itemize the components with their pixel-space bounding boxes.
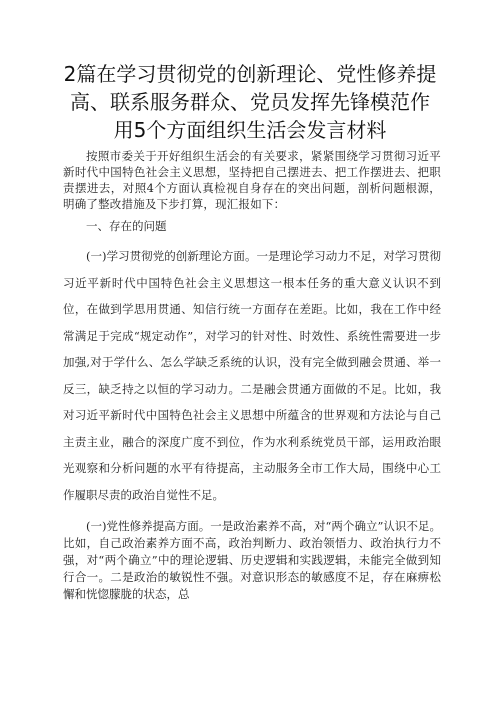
intro-paragraph: 按照市委关于开好组织生活会的有关要求，紧紧围绕学习贯彻习近平新时代中国特色社会主义思想，坚持把自己摆进去、把工作摆进去、把职责摆进去，对照4个方面认真检视自身存在的突出问题，剖析问题根源，明确了整改措施及下步打算，现汇报如下： <box>63 149 441 211</box>
document-title <box>40 60 460 144</box>
paragraph-theory-study: (一)学习贯彻党的创新理论方面。一是理论学习动力不足，对学习贯彻习近平新时代中国特色社会主义思想这一根本任务的重大意义认识不到位，在做到学思用贯通、知信行统一方面存在差距。比如，我在工作中经常满足于完成“规定动作”，对学习的针对性、时效性、系统性需要进一步加强,对于学什么、怎么学缺乏系统的认识，没有完全做到融会贯通、举一反三，缺乏持之以恒的学习动力。二是融会贯通方面做的不足。比如，我对习近平新时代中国特色社会主义思想中所蕴含的世界观和方法论与自己主责主业，融合的深度广度不到位，作为水利系统党员干部，运用政治眼光观察和分析问题的水平有待提高，主动服务全市工作大局，围绕中心工作履职尽责的政治自觉性不足。 <box>63 249 441 502</box>
document-body <box>63 148 441 603</box>
title-line-1: 2篇在学习贯彻党的创新理论、党性修养提 <box>63 62 437 86</box>
title-line-2: 高、联系服务群众、党员发挥先锋模范作 <box>70 90 430 114</box>
paragraph-party-spirit: (一)党性修养提高方面。一是政治素养不高，对“两个确立”认识不足。比如，自己政治素养方面不高，政治判断力、政治领悟力、政治执行力不强，对“两个确立”中的理论逻辑、历史逻辑和实践逻辑，未能完全做到知行合一。二是政治的敏锐性不强。对意识形态的敏感度不足，存在麻痹松懈和恍惚朦胧的状态，总 <box>63 519 441 601</box>
section-heading: 一、存在的问题 <box>86 219 167 233</box>
title-line-3: 用5个方面组织生活会发言材料 <box>113 118 387 142</box>
